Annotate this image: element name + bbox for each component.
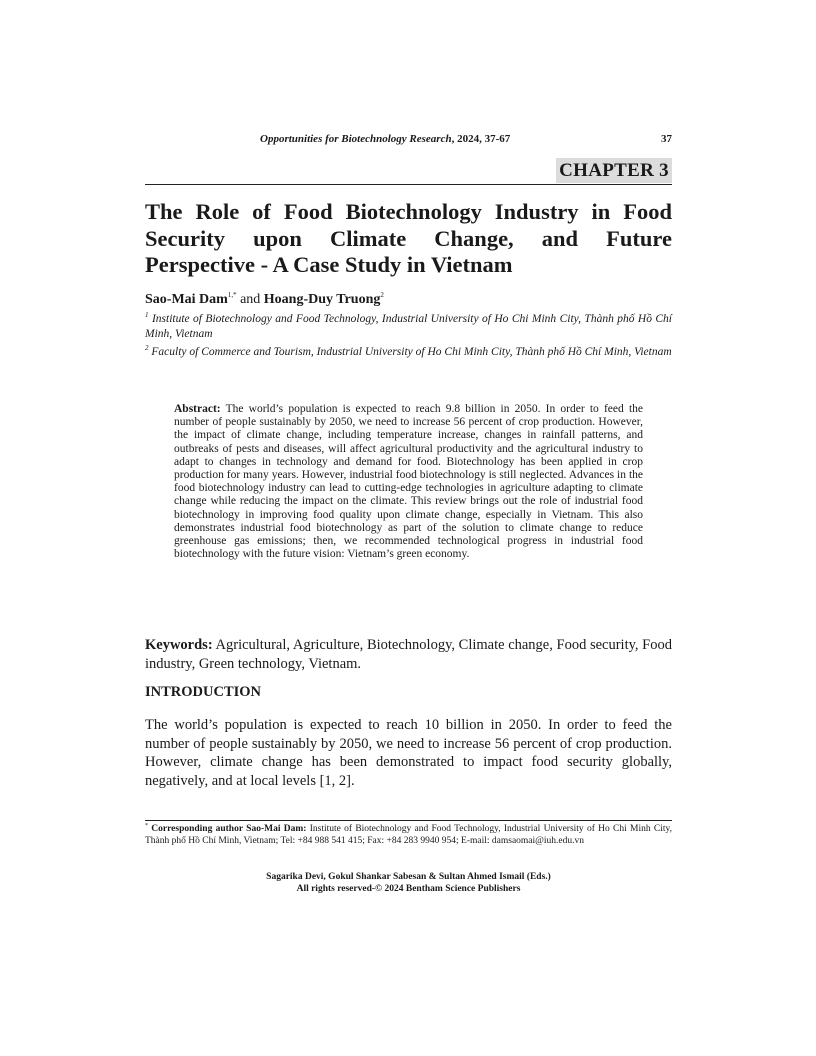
footnote-label: Corresponding author Sao-Mai Dam: bbox=[151, 824, 307, 834]
paper-title: The Role of Food Biotechnology Industry in Food Security upon Climate Change, and Future Perspective - A Case Study in Vietnam bbox=[145, 199, 672, 277]
author-1-name: Sao-Mai Dam bbox=[145, 292, 228, 307]
chapter-label: CHAPTER 3 bbox=[556, 158, 672, 183]
page-number: 37 bbox=[661, 133, 672, 145]
chapter-header bbox=[145, 158, 672, 185]
abstract-text: The world’s population is expected to reach 9.8 billion in 2050. In order to feed the number of people sustainably by 2050, we need to increase 56 percent of crop production. However, the impact of climate change, including temperature increase, changes in rainfall patterns, and outbreaks of pests and diseases, will affect agricultural productivity and the agricultural industry to adapt to changes in technology and demand for food. Biotechnology has been applied in crop production for many years. However, industrial food biotechnology is still neglected. Advances in the food biotechnology industry can lead to cutting-edge technologies in agriculture adapting to climate change while reducing the impact on the climate. This review brings out the role of industrial food biotechnology in improving food quality upon climate change, especially in Vietnam. This also demonstrates industrial food biotechnology as part of the solution to climate change to reduce greenhouse gas emissions; then, we recommended technological progress in industrial food biotechnology with the future vision: Vietnam’s green economy. bbox=[174, 403, 643, 561]
running-head-journal bbox=[260, 133, 510, 145]
author-list bbox=[145, 291, 672, 308]
author-2-name: Hoang-Duy Truong bbox=[263, 292, 381, 307]
publisher-info bbox=[145, 872, 672, 895]
author-conjunction: and bbox=[236, 292, 264, 307]
publisher-editors: Sagarika Devi, Gokul Shankar Sabesan & Sultan Ahmed Ismail (Eds.) bbox=[266, 872, 551, 882]
keywords-label: Keywords: bbox=[145, 637, 213, 653]
affiliation-2-marker: 2 bbox=[145, 344, 149, 352]
abstract bbox=[174, 403, 643, 561]
author-1-superscript: 1,* bbox=[227, 291, 237, 299]
affiliation-2-text: Faculty of Commerce and Tourism, Industrial University of Ho Chi Minh City, Thành phố Hồ Chí Minh, Vietnam bbox=[151, 346, 672, 358]
running-head bbox=[145, 133, 672, 149]
footnote-marker: * bbox=[145, 823, 148, 829]
publisher-rights: All rights reserved-© 2024 Bentham Science Publishers bbox=[296, 883, 521, 894]
affiliation-1-marker: 1 bbox=[145, 311, 149, 319]
keywords bbox=[145, 636, 672, 673]
keywords-text: Agricultural, Agriculture, Biotechnology, Climate change, Food security, Food industry, Green technology, Vietnam. bbox=[145, 637, 673, 672]
affiliation-2 bbox=[145, 345, 672, 360]
affiliation-1 bbox=[145, 312, 672, 342]
journal-name: Opportunities for Biotechnology Research bbox=[260, 133, 452, 145]
footnote-divider bbox=[145, 820, 672, 821]
author-2-superscript: 2 bbox=[380, 291, 384, 299]
section-heading-introduction: INTRODUCTION bbox=[145, 684, 262, 700]
footnote-text: Institute of Biotechnology and Food Technology, Industrial University of Ho Chi Minh City, Thành phố Hồ Chí Minh, Vietnam; Tel: +84 988 541 415; Fax: +84 283 9940 954; E-mail: damsaomai@iuh.edu.vn bbox=[145, 824, 673, 847]
affiliation-1-text: Institute of Biotechnology and Food Technology, Industrial University of Ho Chi Minh City, Thành phố Hồ Chí Minh, Vietnam bbox=[145, 313, 673, 340]
journal-year-pages: , 2024, 37-67 bbox=[451, 133, 511, 145]
abstract-label: Abstract: bbox=[174, 403, 221, 415]
introduction-paragraph: The world’s population is expected to reach 10 billion in 2050. In order to feed the number of people sustainably by 2050, we need to increase 56 percent of crop production. However, climate change has been demonstrated to impact food security globally, negatively, and at local levels [1, 2]. bbox=[145, 717, 672, 789]
footnote bbox=[145, 823, 672, 848]
